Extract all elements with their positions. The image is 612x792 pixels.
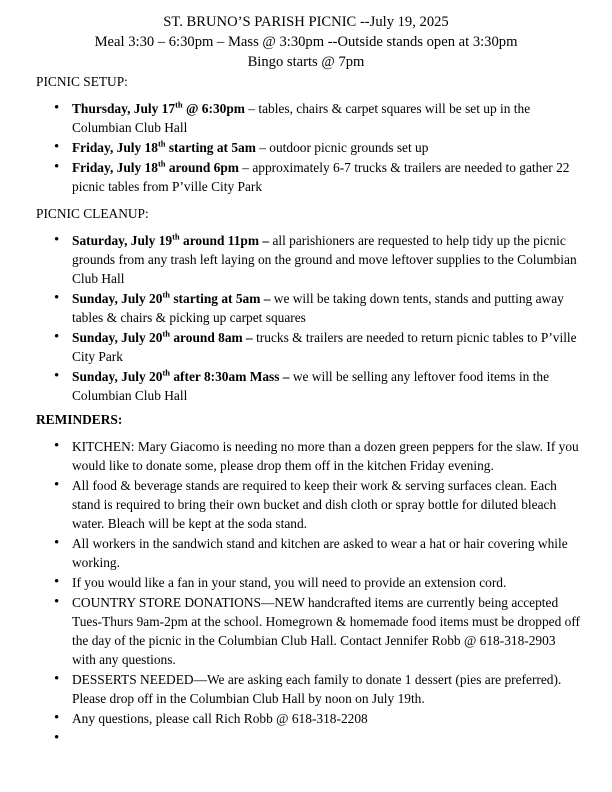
cleanup-item-suffix: th <box>162 328 170 339</box>
header-title: ST. BRUNO’S PARISH PICNIC --July 19, 2025 <box>163 14 449 30</box>
reminders-heading: REMINDERS: <box>36 412 123 427</box>
setup-item-time: around 6pm <box>165 160 239 175</box>
setup-item-suffix: th <box>157 158 166 169</box>
cleanup-item-suffix: th <box>162 289 170 300</box>
setup-item-time: starting at 5am <box>165 140 256 155</box>
setup-item-text: – approximately 6-7 trucks & trailers are needed to gather 22 picnic tables from P’ville City Park <box>72 160 570 194</box>
cleanup-item <box>54 231 582 288</box>
cleanup-item-suffix: th <box>162 367 170 378</box>
cleanup-item-time: around 8am – <box>170 330 253 345</box>
reminder-item: • COUNTRY STORE DONATIONS—NEW handcrafted items are currently being accepted Tues-Thurs 9am-2pm at the school. Homegrown & homemade food items must be dropped off the day of the picnic in the Columbian Club Hall. Contact Jennifer Robb @ 618-318-2903 with any questions. <box>54 593 582 669</box>
setup-item <box>54 99 582 137</box>
reminder-item: • All food & beverage stands are required to keep their work & serving surfaces clean. Each stand is required to bring their own bucket and dish cloth or spray bottle for diluted bleach water. Bleach will be kept at the soda stand. <box>54 476 582 533</box>
setup-list <box>54 99 582 197</box>
cleanup-item-time: after 8:30am Mass – <box>170 369 290 384</box>
cleanup-item-date: Sunday, July 20 <box>72 291 163 306</box>
setup-item-suffix: th <box>157 138 166 149</box>
setup-item-date: Friday, July 18 <box>72 140 158 155</box>
cleanup-item-date: Sunday, July 20 <box>72 330 163 345</box>
cleanup-item <box>54 328 582 366</box>
setup-item-date: Thursday, July 17 <box>72 101 176 116</box>
setup-item-text: – tables, chairs & carpet squares will be set up in the Columbian Club Hall <box>72 101 531 135</box>
reminder-item-empty <box>54 729 582 748</box>
setup-item <box>54 158 582 196</box>
reminder-item: • Any questions, please call Rich Robb @ 618-318-2208 <box>54 709 582 728</box>
cleanup-heading: PICNIC CLEANUP: <box>36 206 149 221</box>
cleanup-item-text: we will be taking down tents, stands and putting away tables & chairs & picking up carpet squares <box>72 291 564 325</box>
reminder-item: • DESSERTS NEEDED—We are asking each family to donate 1 dessert (pies are preferred). Please drop off in the Columbian Club Hall by noon on July 19th. <box>54 670 582 708</box>
cleanup-item-suffix: th <box>172 231 180 242</box>
reminder-item: • KITCHEN: Mary Giacomo is needing no more than a dozen green peppers for the slaw. If you would like to donate some, please drop them off in the kitchen Friday evening. <box>54 437 582 475</box>
setup-item <box>54 138 582 157</box>
cleanup-item-text: all parishioners are requested to help tidy up the picnic grounds from any trash left laying on the ground and move leftover supplies to the Columbian Club Hall <box>72 233 577 286</box>
cleanup-item-time: around 11pm – <box>179 233 270 248</box>
setup-item-suffix: th <box>175 99 183 110</box>
cleanup-item-date: Sunday, July 20 <box>72 369 163 384</box>
cleanup-item-text: we will be selling any leftover food items in the Columbian Club Hall <box>72 369 550 403</box>
setup-item-text: – outdoor picnic grounds set up <box>255 140 429 155</box>
reminder-item: • If you would like a fan in your stand, you will need to provide an extension cord. <box>54 573 582 592</box>
cleanup-list <box>54 231 582 406</box>
cleanup-item-time: starting at 5am – <box>170 291 271 306</box>
cleanup-item <box>54 367 582 405</box>
document-header <box>0 12 612 72</box>
setup-heading: PICNIC SETUP: <box>36 74 128 89</box>
header-schedule: Meal 3:30 – 6:30pm – Mass @ 3:30pm --Outside stands open at 3:30pm <box>94 34 518 50</box>
setup-item-time: @ 6:30pm <box>182 101 245 116</box>
header-bingo: Bingo starts @ 7pm <box>247 54 365 70</box>
cleanup-item-date: Saturday, July 19 <box>72 233 173 248</box>
reminders-list <box>54 437 582 749</box>
cleanup-item <box>54 289 582 327</box>
setup-item-date: Friday, July 18 <box>72 160 158 175</box>
cleanup-item-text: trucks & trailers are needed to return picnic tables to P’ville City Park <box>72 330 577 364</box>
reminder-item: • All workers in the sandwich stand and kitchen are asked to wear a hat or hair covering while working. <box>54 534 582 572</box>
